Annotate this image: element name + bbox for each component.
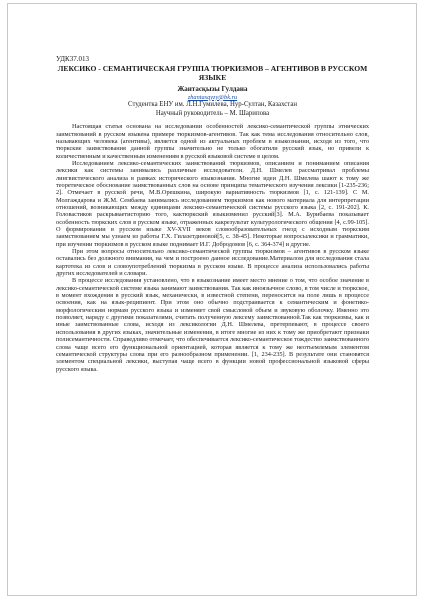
author-email-link[interactable]: zhantasqyzy@bk.ru (187, 93, 238, 101)
author-affiliation: Студентка ЕНУ им. Л.Н.Гумилева, Нур-Султан, Казахстан (128, 101, 297, 108)
body-paragraph-1: Настоящая статья основана на исследовании особенностей лексико-семантической группы этнических заимствований в русском языкена примере тюркизмов-агентивов. Так как тема исследования относительно слов, называющих человека (агентивы), является одной из актуальных проблем в языкознании, исходя из того, что тюркские заимствования данной группы значительно не только обогатили русский язык, но привели к количественным и качественным изменениям в русской языковой системе в целом. (56, 123, 369, 160)
paper-page (56, 55, 369, 373)
author-name: Жантасқызы Гулдана (177, 85, 248, 93)
body-paragraph-4: В процессе исследования установлено, что в языкознание имеет место мнение о том, что особое значение в лексико-семантической системе языка занимают заимствования. Так как иноязычное слово, в том числе и тюркское, в момент вхождения в русский язык, механически, в известной степени, переносится на поле лишь в процессе освоения, как на язык-реципиент. При этом оно обычно подстраивается к семантическим и фонетико-морфологическим нормам русского языка и изменяет свой смысловой объем и звуковую оболочку. Именно это позволяет, наряду с другими показателями, считать полученную лексему заимствованной.Так как тюркизмы, как и иные заимствованные слова, исходя из лексикологии Д.Н. Шмелева, претерпевают, в процессе своего использования в других языках, значительные изменения, в итоге многие из них к тому же приобретают признаки полисемантичности. Справедливо отмечает, что обеспечивается лексико-семантическое тождество заимствованного слова чаще всего его функциональной ориентацией, которая является к тому же неотъемлемым элементом семантической структуры слова при его разнообразном применении. [1, 234-235]. В результате они становятся элементом специальной лексики, выступая чаще всего в функции новой профессиональной языковой сферы русского языка. (56, 277, 369, 373)
body-paragraph-2: Исследованием лексико-семантических заимствований тюркизмов, описанием и пониманием описания лексики как системы занимались различные исследователи. Д.Н. Шмелев рассматривал проблемы лингвистического анализа в рамках исторического языкознания. Многие идеи Д.Н. Шмелева шают к тому же теоретическое обоснование заимствованных слов на основе принципа тематического изучения лексики [1-235-236; 2]. Отмечает в русской речи, М.В.Орешкина, широкую вариативность тюркизмов [1, с. 121-139]. С М. Молгаждарова и Ж.М. Сембаева занимались исследованием тюркизмов как нового материала для интерпретации отношений, возникающих между единицами лексико-семантической системы русского языка [2, с. 191-202]. К. Головастиков раскрываетисторию того, кактюркский языкизменил русский[3]. М.А. Бурибаева показывает особенность тюркских слов в русском языке, отраженных какрезультат культурологического общения [4, с.99-105]. О формировании в русском языке XV-XVII веков словообразовательных гнезд с исходным тюркским заимствованием мы узнаем из работы Г.Х. Гилазетдиновой[5, с. 38-45]. Некоторые вопросылексики и грамматики, при изучении тюркизмов в русском языке поднимает И.Г. Добродомов [6, с. 364-374] и другие. (56, 159, 369, 248)
udk-code: УДК37.013 (56, 55, 89, 63)
body-paragraph-3: При этом вопросы относительно лексико-семантической группы тюркизмов – агентивов в русском языке оставались без должного внимания, на чем и построено данное исследование.Материалом для исследования стала картотека из слов и словоупотреблений тюркизма в русском языке. В процессе анализа использовались работы других исследователей и словари. (56, 248, 369, 278)
scientific-advisor: Научный руководитель – М. Шарипова (155, 109, 270, 117)
paper-title: ЛЕКСИКО - СЕМАНТИЧЕСКАЯ ГРУППА ТЮРКИЗМОВ – АГЕНТИВОВ В РУССКОМ ЯЗЫКЕ (57, 64, 368, 82)
